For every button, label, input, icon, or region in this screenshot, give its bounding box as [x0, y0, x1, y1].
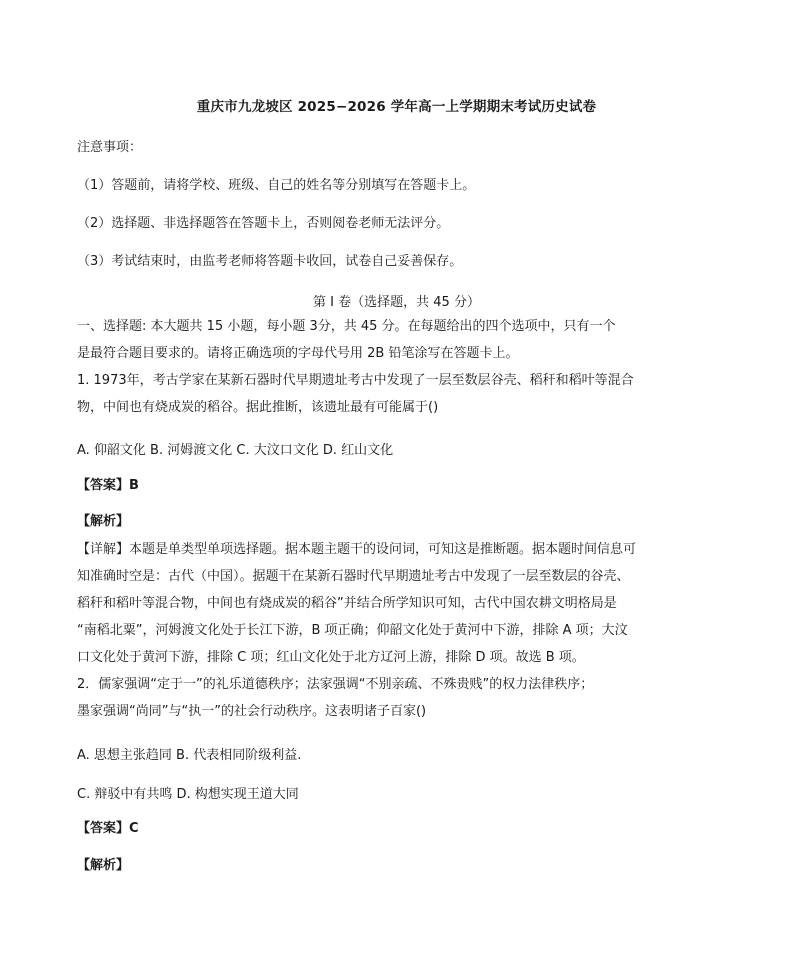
- question-2-stem: 墨家强调“尚同”与“执一”的社会行动秩序。这表明诸子百家(): [77, 704, 427, 719]
- question-1-analysis-heading: 【解析】: [77, 514, 130, 529]
- question-2-analysis-heading: 【解析】: [77, 858, 130, 873]
- notice-item: （2）选择题、非选择题答在答题卡上，否则阅卷老师无法评分。: [77, 216, 450, 231]
- question-1-detail-line: 口文化处于黄河下游，排除 C 项；红山文化处于北方辽河上游，排除 D 项。故选 B 项。: [77, 650, 585, 665]
- question-2-options: A. 思想主张趋同 B. 代表相同阶级利益.: [77, 748, 302, 763]
- question-2-options: C. 辩驳中有共鸣 D. 构想实现王道大同: [77, 787, 299, 802]
- question-1-detail-line: 知准确时空是：古代（中国）。据题干在某新石器时代早期遗址考古中发现了一层至数层的谷壳、: [77, 569, 630, 584]
- question-1-detail-line: “南稻北粟”，河姆渡文化处于长江下游，B 项正确；仰韶文化处于黄河中下游，排除 A 项；大汶: [77, 623, 628, 638]
- question-1-detail-line: 【详解】本题是单类型单项选择题。据本题主题干的设问词，可知这是推断题。据本题时间信息可: [77, 542, 637, 557]
- question-2-answer: 【答案】C: [77, 821, 139, 836]
- question-1-options: A. 仰韶文化 B. 河姆渡文化 C. 大汶口文化 D. 红山文化: [77, 443, 394, 458]
- notice-heading: 注意事项：: [77, 140, 143, 155]
- notice-item: （3）考试结束时，由监考老师将答题卡收回，试卷自己妥善保存。: [77, 254, 463, 269]
- question-1-answer: 【答案】B: [77, 478, 139, 493]
- question-1-stem: 物，中间也有烧成炭的稻谷。据此推断，该遗址最有可能属于(): [77, 400, 439, 415]
- instructions-line: 一、选择题: 本大题共 15 小题，每小题 3分，共 45 分。在每题给出的四个选项中，只有一个: [77, 319, 616, 334]
- question-1-detail-line: 稻秆和稻叶等混合物，中间也有烧成炭的稻谷”并结合所学知识可知，古代中国农耕文明格局是: [77, 596, 617, 611]
- section-title: 第 Ⅰ 卷（选择题，共 45 分）: [313, 295, 480, 310]
- instructions-line: 是最符合题目要求的。请将正确选项的字母代号用 2B 铅笔涂写在答题卡上。: [77, 346, 519, 361]
- question-2-stem: 2．儒家强调“定于一”的礼乐道德秩序；法家强调“不别亲疏、不殊贵贱”的权力法律秩序；: [77, 677, 594, 692]
- question-1-stem: 1. 1973年，考古学家在某新石器时代早期遗址考古中发现了一层至数层谷壳、稻秆和稻叶等混合: [77, 373, 634, 388]
- page-title: 重庆市九龙坡区 2025−2026 学年高一上学期期末考试历史试卷: [196, 99, 597, 115]
- notice-item: （1）答题前，请将学校、班级、自己的姓名等分别填写在答题卡上。: [77, 178, 476, 193]
